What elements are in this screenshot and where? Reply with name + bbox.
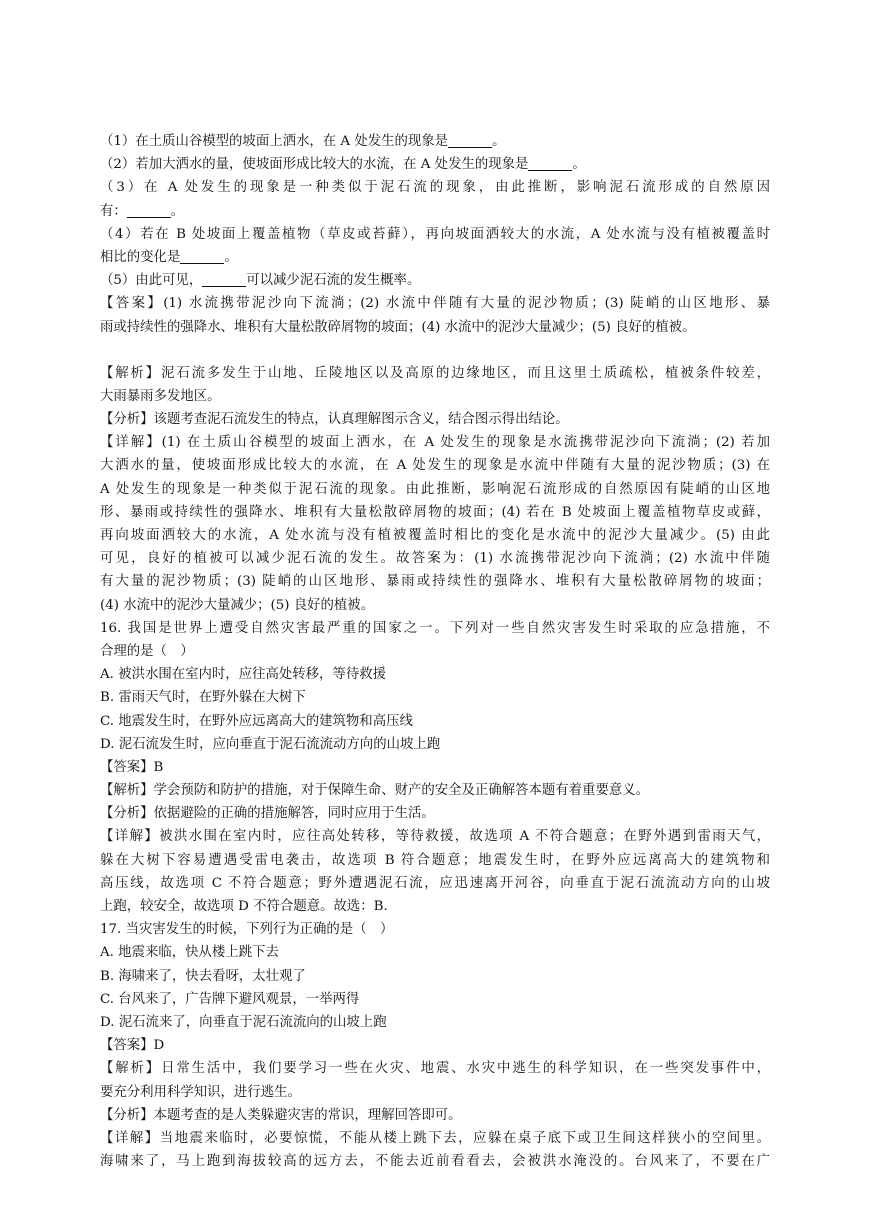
- answer-blank: [448, 133, 492, 148]
- document-page: [100, 130, 770, 1173]
- q16-detail-line: 【详解】被洪水围在室内时，应往高处转移，等待救援，故选项 A 不符合题意；在野外遇到雷雨天气，: [100, 829, 770, 845]
- q17-stem: 17. 当灾害发生的时候，下列行为正确的是（ ）: [100, 922, 394, 938]
- q15-sub1-text: （1）在土质山谷模型的坡面上洒水，在 A 处发生的现象是: [100, 134, 449, 149]
- answer-blank: [528, 156, 572, 171]
- q17-fenxi: 【分析】本题考查的是人类躲避灾害的常识，理解回答即可。: [100, 1107, 462, 1123]
- q17-option-c: C. 台风来了，广告牌下避风观景，一举两得: [100, 991, 360, 1007]
- q15-sub4-end: 。: [224, 249, 238, 265]
- q16-detail-line: 高压线，故选项 C 不符合题意；野外遭遇泥石流，应迅速离开河谷，向垂直于泥石流流动方向的山坡: [100, 875, 770, 891]
- q15-answer-line1: 【答案】(1) 水流携带泥沙向下流淌；(2) 水流中伴随有大量的泥沙物质；(3) 陡峭的山区地形、暴: [100, 296, 770, 312]
- q15-sub4-text: 相比的变化是: [100, 249, 181, 265]
- q15-sub5-text: （5）由此可见，: [100, 273, 203, 289]
- q16-detail-line: 上跑，较安全，故选项 D 不符合题意。故选：B.: [100, 899, 388, 914]
- q16-answer: 【答案】B: [100, 759, 164, 775]
- q15-detail-line: 【详解】(1) 在土质山谷模型的坡面上洒水，在 A 处发生的现象是水流携带泥沙向下流淌；(2) 若加: [100, 435, 770, 451]
- q17-option-d: D. 泥石流来了，向垂直于泥石流流向的山坡上跑: [100, 1014, 387, 1030]
- q15-sub2-end: 。: [572, 157, 586, 173]
- q17-option-a: A. 地震来临，快从楼上跳下去: [100, 945, 279, 961]
- q17-detail-line: 海啸来了，马上跑到海拔较高的远方去，不能去近前看看去，会被洪水淹没的。台风来了，不要在广: [100, 1154, 770, 1170]
- q15-detail-line: 可见，良好的植被可以减少泥石流的发生。故答案为：(1) 水流携带泥沙向下流淌；(2) 水流中伴随: [100, 551, 770, 567]
- q16-stem-line1: 16. 我国是世界上遭受自然灾害最严重的国家之一。下列对一些自然灾害发生时采取的应急措施，不: [100, 620, 770, 636]
- q16-fenxi: 【分析】依据避险的正确的措施解答，同时应用于生活。: [100, 806, 435, 822]
- q16-option-b: B. 雷雨天气时，在野外躲在大树下: [100, 690, 306, 706]
- q15-sub5-end: 可以减少泥石流的发生概率。: [246, 273, 421, 289]
- q15-sub3-text: 有：: [100, 203, 127, 219]
- q17-option-b: B. 海啸来了，快去看呀，太壮观了: [100, 968, 306, 984]
- q15-detail-line: 大洒水的量，使坡面形成比较大的水流，在 A 处发生的现象是水流中伴随有大量的泥沙物质；(3) 在: [100, 458, 770, 474]
- q15-sub3-line2: [100, 200, 770, 223]
- q15-fenxi: 【分析】该题考查泥石流发生的特点，认真理解图示含义，结合图示得出结论。: [100, 412, 569, 428]
- q16-detail-line: 躲在大树下容易遭遇受雷电袭击，故选项 B 符合题意；地震发生时，在野外应远离高大的建筑物和: [100, 852, 770, 868]
- q15-sub1: [100, 130, 770, 153]
- spacer: [100, 339, 770, 362]
- q15-analysis-line1: 【解析】泥石流多发生于山地、丘陵地区以及高原的边缘地区，而且这里土质疏松，植被条件较差，: [100, 365, 770, 381]
- q17-analysis-line1: 【解析】日常生活中，我们要学习一些在火灾、地震、水灾中逃生的科学知识，在一些突发事件中，: [100, 1061, 770, 1077]
- q15-sub3-end: 。: [170, 203, 185, 219]
- answer-blank: [180, 249, 224, 264]
- q15-sub1-end: 。: [492, 134, 506, 149]
- q16-option-a: A. 被洪水围在室内时，应往高处转移，等待救援: [100, 667, 386, 683]
- q15-analysis-line2: 大雨暴雨多发地区。: [100, 388, 221, 404]
- q15-sub3-line1: （3）在 A 处发生的现象是一种类似于泥石流的现象，由此推断，影响泥石流形成的自然原因: [100, 180, 770, 196]
- q15-detail-line: 有大量的泥沙物质；(3) 陡峭的山区地形、暴雨或持续性的强降水、堆积有大量松散碎屑物的坡面；: [100, 574, 770, 590]
- q15-sub4-line2: [100, 246, 770, 269]
- q15-sub5: [100, 269, 770, 292]
- q15-detail-line: 形、暴雨或持续性的强降水、堆积有大量松散碎屑物的坡面；(4) 若在 B 处坡面上覆盖植物草皮或藓，: [100, 504, 770, 520]
- q15-detail-line: A 处发生的现象是一种类似于泥石流的现象。由此推断，影响泥石流形成的自然原因有陡峭的山区地: [100, 481, 770, 497]
- q15-detail-line: 再向坡面洒较大的水流，A 处水流与没有植被覆盖时相比的变化是水流中的泥沙大量减少。(5) 由此: [100, 528, 770, 543]
- q15-sub2-text: （2）若加大洒水的量，使坡面形成比较大的水流，在 A 处发生的现象是: [100, 157, 529, 173]
- q16-option-c: C. 地震发生时，在野外应远离高大的建筑物和高压线: [100, 713, 413, 729]
- q15-sub4-line1: （4）若在 B 处坡面上覆盖植物（草皮或苔藓），再向坡面洒较大的水流，A 处水流与没有植被覆盖时: [100, 226, 770, 242]
- answer-blank: [202, 272, 246, 287]
- q17-detail-line: 【详解】当地震来临时，必要惊慌，不能从楼上跳下去，应躲在桌子底下或卫生间这样狭小的空间里。: [100, 1130, 770, 1146]
- q17-analysis-line2: 要充分利用科学知识，进行逃生。: [100, 1084, 301, 1100]
- answer-blank: [127, 203, 171, 218]
- q17-answer: 【答案】D: [100, 1038, 165, 1054]
- q16-option-d: D. 泥石流发生时，应向垂直于泥石流流动方向的山坡上跑: [100, 736, 441, 752]
- q16-stem-line2: 合理的是（ ）: [100, 643, 194, 659]
- q15-sub2: [100, 153, 770, 176]
- q15-detail-line: (4) 水流中的泥沙大量减少；(5) 良好的植被。: [100, 597, 375, 613]
- q16-analysis: 【解析】学会预防和防护的措施，对于保障生命、财产的安全及正确解答本题有着重要意义。: [100, 783, 650, 799]
- q15-answer-line2: 雨或持续性的强降水、堆积有大量松散碎屑物的坡面；(4) 水流中的泥沙大量减少；(5) 良好的植被。: [100, 319, 696, 335]
